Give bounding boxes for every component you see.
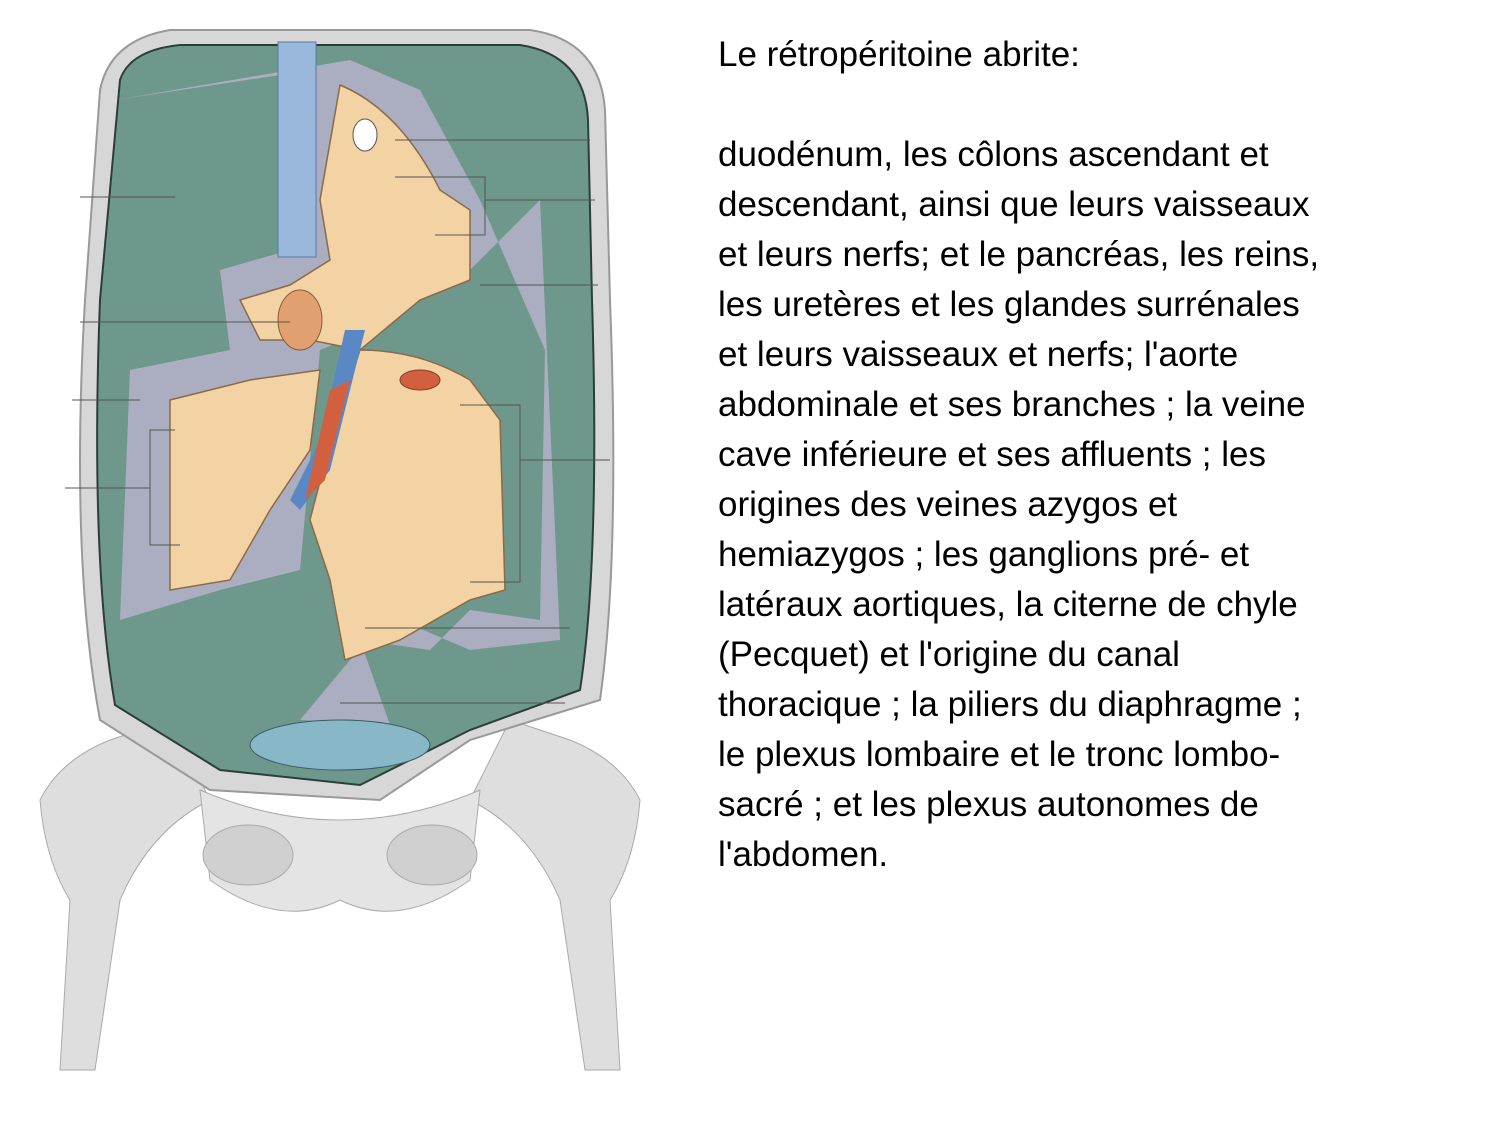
body-line: et leurs nerfs; et le pancréas, les reins, [718,235,1320,274]
body-line: abdominale et ses branches ; la veine [718,385,1306,424]
slide-heading: Le rétropéritoine abrite: [718,35,1080,74]
body-line: latéraux aortiques, la citerne de chyle [718,585,1298,624]
body-line: origines des veines azygos et [718,485,1178,524]
body-line: cave inférieure et ses affluents ; les [718,435,1266,474]
body-line: sacré ; et les plexus autonomes de [718,785,1259,824]
body-line: thoracique ; la piliers du diaphragme ; [718,685,1302,724]
body-line: le plexus lombaire et le tronc lombo- [718,735,1281,774]
retroperitoneum-anatomy-illustration [0,0,700,1125]
body-line: duodénum, les côlons ascendant et [718,135,1269,174]
body-line: les uretères et les glandes surrénales [718,285,1300,324]
body-line: hemiazygos ; les ganglions pré- et [718,535,1250,574]
body-line: l'abdomen. [718,835,889,874]
body-line: (Pecquet) et l'origine du canal [718,635,1180,674]
body-line: et leurs vaisseaux et nerfs; l'aorte [718,335,1239,374]
body-line: descendant, ainsi que leurs vaisseaux [718,185,1310,224]
slide-text [718,30,1488,880]
blank-line [718,80,1488,130]
